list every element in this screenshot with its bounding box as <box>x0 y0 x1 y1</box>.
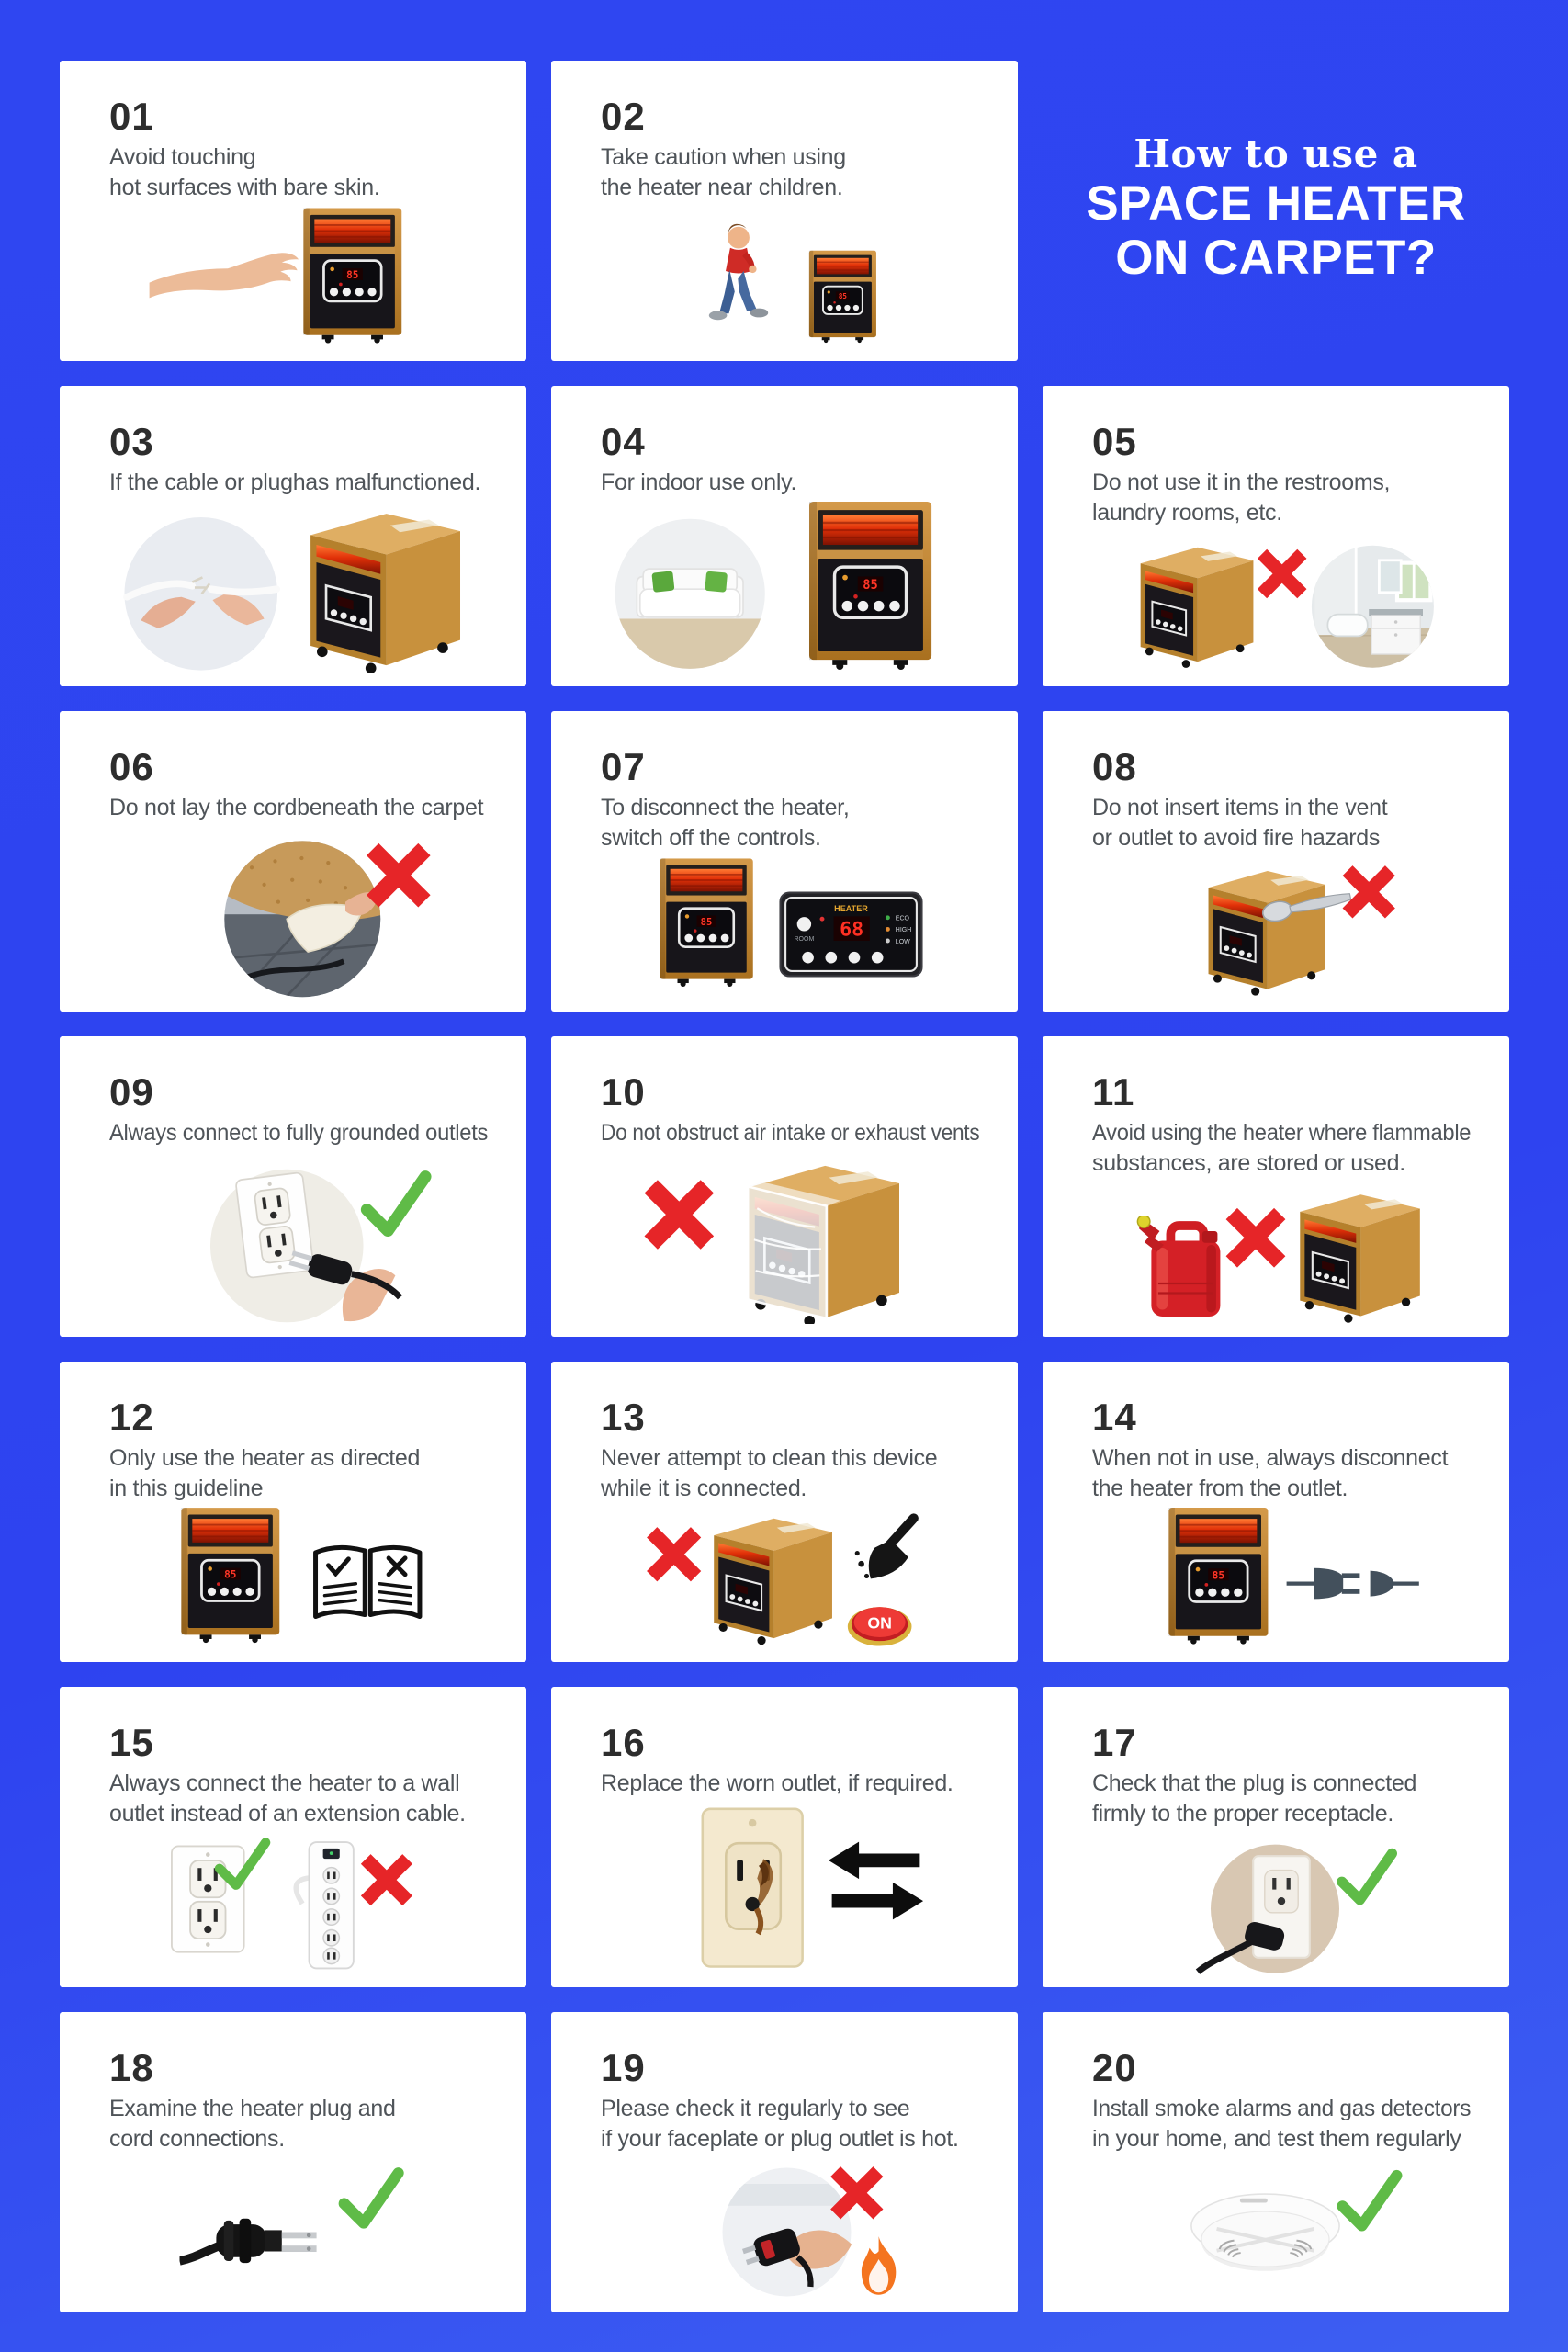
svg-text:LOW: LOW <box>895 938 910 945</box>
illustration-detector_check <box>1092 2158 1471 2300</box>
tip-text <box>601 2094 979 2154</box>
control-panel-closeup <box>781 893 922 977</box>
illustration-svg <box>109 502 488 673</box>
title-line-1: How to use a <box>1134 130 1418 176</box>
tip-text-line: switch off the controls. <box>601 825 821 851</box>
tip-number: 20 <box>1092 2046 1137 2089</box>
tip-text <box>601 1118 979 1148</box>
illustration-x_heaterbox_plastic <box>601 1152 979 1324</box>
tip-text-line: if your faceplate or plug outlet is hot. <box>601 2126 959 2152</box>
tip-text-line: Do not use it in the restrooms, <box>1092 469 1391 495</box>
illustration-heater_panel <box>601 857 979 999</box>
tip-text-line: To disconnect the heater, <box>601 795 850 820</box>
tip-number: 16 <box>601 1721 646 1764</box>
tip-number: 06 <box>109 745 154 788</box>
wall-outlet-icon <box>172 1846 244 1951</box>
svg-text:HIGH: HIGH <box>895 927 912 934</box>
tip-text-line: substances, are stored or used. <box>1092 1150 1405 1176</box>
tip-text <box>601 793 979 854</box>
tip-number: 13 <box>601 1396 646 1439</box>
tip-card-17 <box>1043 1687 1509 1987</box>
hand-arm-icon <box>150 253 299 298</box>
flame-icon <box>862 2236 896 2295</box>
tip-text <box>109 1118 488 1148</box>
tip-card-09 <box>60 1036 526 1337</box>
tip-text <box>601 468 979 498</box>
title-line-2: SPACE HEATER <box>1086 175 1466 231</box>
tip-card-06 <box>60 711 526 1012</box>
tip-card-15 <box>60 1687 526 1987</box>
tip-text-line: If the cable or plug <box>109 469 293 495</box>
illustration-plug_check <box>109 2158 488 2300</box>
tip-text-line: hot surfaces with bare skin. <box>109 175 380 200</box>
tip-text <box>601 1769 979 1799</box>
broom-icon <box>855 1518 914 1578</box>
cross-icon <box>836 2172 878 2214</box>
tip-text-line: When not in use, always disconnect <box>1092 1445 1449 1471</box>
check-icon <box>1342 2176 1396 2225</box>
space-heater-icon <box>303 209 401 344</box>
tip-text-line: or outlet to avoid fire hazards <box>1092 825 1381 851</box>
child-icon <box>709 224 768 320</box>
tip-card-05 <box>1043 386 1509 686</box>
tip-number: 04 <box>601 420 646 463</box>
tip-text-line: For indoor use only. <box>601 469 797 495</box>
illustration-livingroom_heater <box>601 502 979 673</box>
tip-card-08 <box>1043 711 1509 1012</box>
illustration-wall_vs_strip <box>109 1833 488 1974</box>
illustration-svg <box>1092 532 1471 673</box>
carpet-lifted-photo <box>224 841 400 999</box>
illustration-svg <box>601 2158 979 2300</box>
svg-text:HEATER: HEATER <box>834 903 868 913</box>
on-button-icon <box>848 1607 912 1645</box>
illustration-plug_receptacle <box>1092 1833 1471 1974</box>
tip-text-line: beneath the carpet <box>297 795 484 820</box>
tip-text <box>601 142 979 203</box>
tip-number: 10 <box>601 1070 646 1114</box>
tip-text <box>1092 1443 1471 1504</box>
plug-in-receptacle-photo <box>1198 1845 1339 1973</box>
tip-text-line: the heater near children. <box>601 175 843 200</box>
tip-text <box>1092 1769 1471 1829</box>
illustration-gascan_x_heaterbox <box>1092 1182 1471 1324</box>
illustration-child_heater <box>601 207 979 348</box>
living-room-photo <box>611 519 770 673</box>
illustration-arm_heater <box>109 207 488 348</box>
tip-card-10 <box>551 1036 1018 1337</box>
tip-number: 18 <box>109 2046 154 2089</box>
tip-text <box>1092 1118 1471 1179</box>
illustration-svg <box>601 857 979 999</box>
space-heater-3d-icon <box>1141 548 1254 668</box>
tip-number: 09 <box>109 1070 154 1114</box>
illustration-svg <box>109 1833 488 1974</box>
space-heater-icon <box>809 251 876 343</box>
tip-card-14 <box>1043 1362 1509 1662</box>
tip-text-line: firmly to the proper receptacle. <box>1092 1801 1394 1826</box>
worn-outlet-photo <box>703 1809 803 1967</box>
tip-card-20 <box>1043 2012 1509 2312</box>
cross-icon <box>373 850 424 901</box>
tip-text-line: in this guideline <box>109 1476 264 1501</box>
tip-number: 19 <box>601 2046 646 2089</box>
illustration-svg <box>1092 1182 1471 1324</box>
hot-plug-photo <box>723 2168 852 2297</box>
broken-cable-photo <box>124 517 277 671</box>
illustration-heaterbox_spoon <box>1092 857 1471 999</box>
tip-number: 14 <box>1092 1396 1137 1439</box>
tip-text <box>109 793 488 823</box>
power-strip-icon <box>310 1842 354 1968</box>
tip-text <box>601 1443 979 1504</box>
illustration-svg <box>601 207 979 348</box>
illustration-svg <box>1092 1508 1471 1649</box>
illustration-svg <box>109 207 488 348</box>
space-heater-icon <box>660 858 753 987</box>
illustration-svg <box>601 502 979 673</box>
illustration-x_heaterbox_clean <box>601 1508 979 1649</box>
svg-text:ROOM: ROOM <box>794 936 815 943</box>
tip-card-12 <box>60 1362 526 1662</box>
tip-card-03 <box>60 386 526 686</box>
cross-icon <box>652 1532 696 1577</box>
tip-text <box>109 142 488 203</box>
tip-number: 05 <box>1092 420 1137 463</box>
tip-number: 11 <box>1092 1070 1135 1114</box>
poster-title <box>1043 61 1509 361</box>
space-heater-icon <box>181 1508 279 1643</box>
check-icon <box>1342 1853 1393 1899</box>
check-icon <box>344 2173 399 2222</box>
space-heater-icon <box>1168 1508 1268 1645</box>
illustration-svg <box>109 1152 488 1324</box>
illustration-svg <box>109 827 488 999</box>
tip-text-line: Only use the heater as directed <box>109 1445 421 1471</box>
tip-text-line: Examine the heater plug and <box>109 2096 396 2121</box>
guideline-book-icon <box>316 1547 420 1616</box>
tip-text-line: Avoid touching <box>109 144 256 170</box>
tip-text <box>1092 793 1471 854</box>
tip-card-04 <box>551 386 1018 686</box>
tip-text-line: Install smoke alarms and gas detectors <box>1092 2096 1472 2121</box>
swap-arrows-icon <box>829 1842 923 1920</box>
illustration-carpet <box>109 827 488 999</box>
tip-text-line: Do not lay the cord <box>109 795 298 820</box>
tip-text-line: has malfunctioned. <box>292 469 481 495</box>
tip-text-line: Please check it regularly to see <box>601 2096 910 2121</box>
tip-number: 08 <box>1092 745 1137 788</box>
illustration-heater_book <box>109 1508 488 1649</box>
illustration-worn_outlet_swap <box>601 1803 979 1974</box>
tip-card-02 <box>551 61 1018 361</box>
tip-card-16 <box>551 1687 1018 1987</box>
gas-can-icon <box>1137 1216 1220 1317</box>
space-heater-3d-icon <box>310 514 460 673</box>
bathroom-photo <box>1312 545 1440 673</box>
tip-text <box>109 1769 488 1829</box>
plastic-cover <box>748 1182 840 1318</box>
space-heater-icon <box>809 502 931 670</box>
illustration-svg <box>601 1803 979 1974</box>
tip-number: 15 <box>109 1721 154 1764</box>
tip-text <box>109 1443 488 1504</box>
tip-text-line: Never attempt to clean this device <box>601 1445 938 1471</box>
power-plug-icon <box>180 2219 317 2263</box>
illustration-grounded_outlets <box>109 1152 488 1324</box>
tip-text-line: Check that the plug is connected <box>1092 1770 1417 1796</box>
illustration-svg <box>109 2158 488 2300</box>
tip-text <box>1092 2094 1471 2154</box>
check-icon <box>367 1177 425 1231</box>
space-heater-3d-icon <box>1300 1194 1420 1322</box>
tip-text-line: cord connections. <box>109 2126 285 2152</box>
cross-icon <box>366 1859 407 1900</box>
tip-text-line: Take caution when using <box>601 144 846 170</box>
tip-number: 12 <box>109 1396 154 1439</box>
tip-number: 02 <box>601 95 646 138</box>
tip-text-line: while it is connected. <box>601 1476 807 1501</box>
tip-text-line: Always connect to fully grounded outlets <box>109 1120 489 1146</box>
illustration-svg <box>601 1152 979 1324</box>
tip-card-11 <box>1043 1036 1509 1337</box>
svg-text:68: 68 <box>840 918 864 942</box>
cross-icon <box>1348 871 1390 913</box>
illustration-svg <box>1092 1833 1471 1974</box>
tip-text-line: Always connect the heater to a wall <box>109 1770 460 1796</box>
tip-card-07 <box>551 711 1018 1012</box>
illustration-svg <box>1092 857 1471 999</box>
tip-number: 01 <box>109 95 154 138</box>
tip-number: 17 <box>1092 1721 1137 1764</box>
tip-card-18 <box>60 2012 526 2312</box>
illustration-svg <box>109 1508 488 1649</box>
illustration-svg <box>601 1508 979 1649</box>
tip-text-line: the heater from the outlet. <box>1092 1476 1348 1501</box>
illustration-cable_heaterbox <box>109 502 488 673</box>
illustration-heater_unplug <box>1092 1508 1471 1649</box>
tip-card-13 <box>551 1362 1018 1662</box>
space-heater-3d-icon <box>714 1519 832 1645</box>
tip-text-line: Avoid using the heater where flammable <box>1092 1120 1472 1146</box>
smoke-detector-icon <box>1191 2194 1339 2271</box>
tip-text-line: outlet instead of an extension cable. <box>109 1801 466 1826</box>
tip-text <box>109 468 488 498</box>
tip-text <box>1092 468 1471 528</box>
tip-number: 07 <box>601 745 646 788</box>
grounded-outlet-photo <box>210 1170 400 1323</box>
svg-text:ECO: ECO <box>895 915 909 922</box>
illustration-heaterbox_x_bathroom <box>1092 532 1471 673</box>
tip-text-line: in your home, and test them regularly <box>1092 2126 1461 2152</box>
cross-icon <box>1262 554 1302 594</box>
illustration-svg <box>1092 2158 1471 2300</box>
title-line-3: ON CARPET? <box>1115 231 1437 285</box>
disconnected-plug-icon <box>1287 1568 1419 1600</box>
tip-text-line: laundry rooms, etc. <box>1092 500 1282 526</box>
tip-card-01 <box>60 61 526 361</box>
space-heater-3d-icon <box>1209 871 1325 996</box>
tip-text <box>109 2094 488 2154</box>
tip-text-line: Do not obstruct air intake or exhaust vents <box>601 1120 980 1146</box>
tip-card-19 <box>551 2012 1018 2312</box>
cross-icon <box>1232 1214 1280 1261</box>
illustration-hot_plug <box>601 2158 979 2300</box>
tip-text-line: Replace the worn outlet, if required. <box>601 1770 953 1796</box>
tip-number: 03 <box>109 420 154 463</box>
cross-icon <box>651 1186 707 1242</box>
tip-text-line: Do not insert items in the vent <box>1092 795 1388 820</box>
